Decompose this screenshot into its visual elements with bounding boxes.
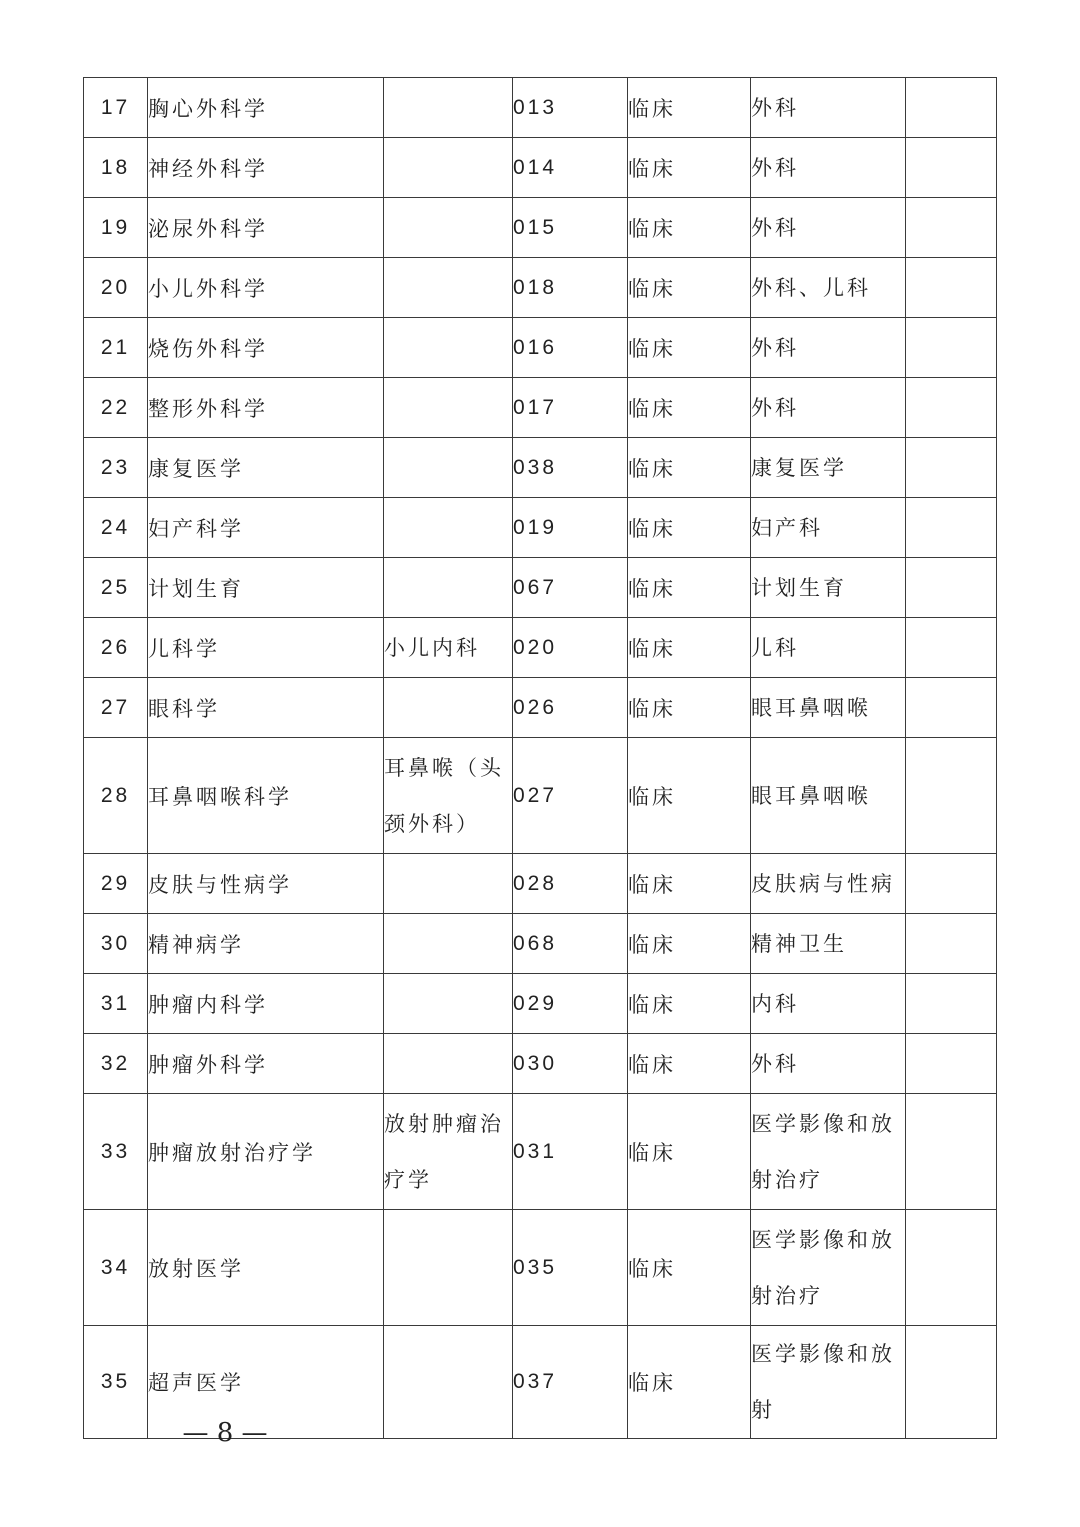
note-cell <box>906 78 997 138</box>
specialty-type-cell: 临床 <box>628 198 751 258</box>
specialty-alias-cell <box>384 914 513 974</box>
specialty-name-cell: 眼科学 <box>148 678 384 738</box>
specialty-name-cell: 康复医学 <box>148 438 384 498</box>
table-row <box>84 1034 997 1094</box>
table-row <box>84 318 997 378</box>
row-number-cell: 21 <box>84 318 148 378</box>
specialty-name-cell: 儿科学 <box>148 618 384 678</box>
specialty-type-cell: 临床 <box>628 318 751 378</box>
specialty-name-cell: 计划生育 <box>148 558 384 618</box>
specialty-code-cell: 028 <box>513 854 628 914</box>
practice-category-cell: 妇产科 <box>751 498 906 558</box>
specialty-code-cell: 037 <box>513 1326 628 1439</box>
specialty-alias-cell: 耳鼻喉（头颈外科） <box>384 738 513 854</box>
table-row <box>84 498 997 558</box>
note-cell <box>906 258 997 318</box>
table-row <box>84 914 997 974</box>
practice-category-cell: 外科 <box>751 78 906 138</box>
specialty-name-cell: 耳鼻咽喉科学 <box>148 738 384 854</box>
row-number-cell: 32 <box>84 1034 148 1094</box>
practice-category-cell: 眼耳鼻咽喉 <box>751 678 906 738</box>
practice-category-cell: 儿科 <box>751 618 906 678</box>
specialty-alias-cell <box>384 1210 513 1326</box>
table-row <box>84 258 997 318</box>
specialty-alias-cell <box>384 438 513 498</box>
specialty-name-cell: 胸心外科学 <box>148 78 384 138</box>
specialty-code-cell: 031 <box>513 1094 628 1210</box>
specialty-type-cell: 临床 <box>628 738 751 854</box>
specialty-type-cell: 临床 <box>628 1034 751 1094</box>
table-row <box>84 618 997 678</box>
specialty-type-cell: 临床 <box>628 438 751 498</box>
table-row <box>84 974 997 1034</box>
specialty-alias-cell <box>384 498 513 558</box>
specialty-alias-cell <box>384 378 513 438</box>
specialty-type-cell: 临床 <box>628 678 751 738</box>
specialty-alias-cell: 放射肿瘤治疗学 <box>384 1094 513 1210</box>
specialty-type-cell: 临床 <box>628 558 751 618</box>
table-row <box>84 138 997 198</box>
specialty-code-cell: 013 <box>513 78 628 138</box>
note-cell <box>906 618 997 678</box>
practice-category-cell: 医学影像和放射治疗 <box>751 1210 906 1326</box>
specialty-code-cell: 018 <box>513 258 628 318</box>
specialty-code-cell: 017 <box>513 378 628 438</box>
note-cell <box>906 914 997 974</box>
note-cell <box>906 138 997 198</box>
specialty-alias-cell <box>384 974 513 1034</box>
practice-category-cell: 康复医学 <box>751 438 906 498</box>
row-number-cell: 24 <box>84 498 148 558</box>
practice-category-cell: 外科 <box>751 138 906 198</box>
specialty-type-cell: 临床 <box>628 138 751 198</box>
specialty-type-cell: 临床 <box>628 378 751 438</box>
row-number-cell: 17 <box>84 78 148 138</box>
row-number-cell: 22 <box>84 378 148 438</box>
practice-category-cell: 外科 <box>751 1034 906 1094</box>
specialty-alias-cell <box>384 678 513 738</box>
practice-category-cell: 外科 <box>751 198 906 258</box>
table-row <box>84 678 997 738</box>
specialty-code-cell: 035 <box>513 1210 628 1326</box>
table-row <box>84 854 997 914</box>
table-row <box>84 1210 997 1326</box>
specialty-type-cell: 临床 <box>628 78 751 138</box>
specialty-code-cell: 038 <box>513 438 628 498</box>
specialty-code-cell: 029 <box>513 974 628 1034</box>
specialty-name-cell: 肿瘤外科学 <box>148 1034 384 1094</box>
specialty-alias-cell <box>384 198 513 258</box>
note-cell <box>906 198 997 258</box>
specialty-code-cell: 030 <box>513 1034 628 1094</box>
note-cell <box>906 678 997 738</box>
row-number-cell: 23 <box>84 438 148 498</box>
specialty-code-cell: 068 <box>513 914 628 974</box>
specialty-type-cell: 临床 <box>628 974 751 1034</box>
row-number-cell: 28 <box>84 738 148 854</box>
specialty-code-cell: 016 <box>513 318 628 378</box>
row-number-cell: 20 <box>84 258 148 318</box>
specialty-name-cell: 神经外科学 <box>148 138 384 198</box>
row-number-cell: 35 <box>84 1326 148 1439</box>
specialty-alias-cell <box>384 558 513 618</box>
specialty-type-cell: 临床 <box>628 258 751 318</box>
row-number-cell: 26 <box>84 618 148 678</box>
row-number-cell: 29 <box>84 854 148 914</box>
row-number-cell: 19 <box>84 198 148 258</box>
specialty-alias-cell <box>384 78 513 138</box>
note-cell <box>906 558 997 618</box>
specialty-type-cell: 临床 <box>628 1094 751 1210</box>
specialty-name-cell: 整形外科学 <box>148 378 384 438</box>
specialty-type-cell: 临床 <box>628 854 751 914</box>
note-cell <box>906 1210 997 1326</box>
specialty-table-body <box>84 78 997 1439</box>
note-cell <box>906 974 997 1034</box>
note-cell <box>906 1094 997 1210</box>
note-cell <box>906 854 997 914</box>
row-number-cell: 30 <box>84 914 148 974</box>
specialty-code-cell: 020 <box>513 618 628 678</box>
practice-category-cell: 外科 <box>751 378 906 438</box>
specialty-table <box>83 77 997 1439</box>
specialty-name-cell: 皮肤与性病学 <box>148 854 384 914</box>
practice-category-cell: 计划生育 <box>751 558 906 618</box>
specialty-name-cell: 烧伤外科学 <box>148 318 384 378</box>
practice-category-cell: 内科 <box>751 974 906 1034</box>
practice-category-cell: 医学影像和放射 <box>751 1326 906 1439</box>
row-number-cell: 18 <box>84 138 148 198</box>
row-number-cell: 33 <box>84 1094 148 1210</box>
specialty-type-cell: 临床 <box>628 498 751 558</box>
table-row <box>84 438 997 498</box>
specialty-name-cell: 泌尿外科学 <box>148 198 384 258</box>
specialty-name-cell: 放射医学 <box>148 1210 384 1326</box>
specialty-type-cell: 临床 <box>628 914 751 974</box>
note-cell <box>906 438 997 498</box>
specialty-type-cell: 临床 <box>628 1326 751 1439</box>
practice-category-cell: 眼耳鼻咽喉 <box>751 738 906 854</box>
specialty-code-cell: 014 <box>513 138 628 198</box>
note-cell <box>906 498 997 558</box>
table-row <box>84 558 997 618</box>
row-number-cell: 31 <box>84 974 148 1034</box>
specialty-name-cell: 小儿外科学 <box>148 258 384 318</box>
table-row <box>84 198 997 258</box>
table-row <box>84 1094 997 1210</box>
specialty-type-cell: 临床 <box>628 618 751 678</box>
specialty-type-cell: 临床 <box>628 1210 751 1326</box>
note-cell <box>906 378 997 438</box>
row-number-cell: 34 <box>84 1210 148 1326</box>
row-number-cell: 27 <box>84 678 148 738</box>
specialty-code-cell: 026 <box>513 678 628 738</box>
specialty-alias-cell <box>384 318 513 378</box>
specialty-alias-cell <box>384 138 513 198</box>
practice-category-cell: 精神卫生 <box>751 914 906 974</box>
table-row <box>84 378 997 438</box>
specialty-alias-cell <box>384 258 513 318</box>
specialty-alias-cell <box>384 854 513 914</box>
specialty-name-cell: 超声医学 <box>148 1326 384 1439</box>
table-row <box>84 738 997 854</box>
specialty-name-cell: 妇产科学 <box>148 498 384 558</box>
specialty-name-cell: 肿瘤放射治疗学 <box>148 1094 384 1210</box>
note-cell <box>906 1034 997 1094</box>
practice-category-cell: 皮肤病与性病 <box>751 854 906 914</box>
specialty-name-cell: 肿瘤内科学 <box>148 974 384 1034</box>
note-cell <box>906 1326 997 1439</box>
row-number-cell: 25 <box>84 558 148 618</box>
practice-category-cell: 外科、儿科 <box>751 258 906 318</box>
table-row <box>84 78 997 138</box>
specialty-alias-cell <box>384 1034 513 1094</box>
note-cell <box>906 738 997 854</box>
specialty-name-cell: 精神病学 <box>148 914 384 974</box>
specialty-alias-cell: 小儿内科 <box>384 618 513 678</box>
practice-category-cell: 医学影像和放射治疗 <box>751 1094 906 1210</box>
page-number: — 8 — <box>182 1418 268 1448</box>
specialty-code-cell: 019 <box>513 498 628 558</box>
specialty-code-cell: 027 <box>513 738 628 854</box>
specialty-code-cell: 015 <box>513 198 628 258</box>
practice-category-cell: 外科 <box>751 318 906 378</box>
note-cell <box>906 318 997 378</box>
specialty-code-cell: 067 <box>513 558 628 618</box>
